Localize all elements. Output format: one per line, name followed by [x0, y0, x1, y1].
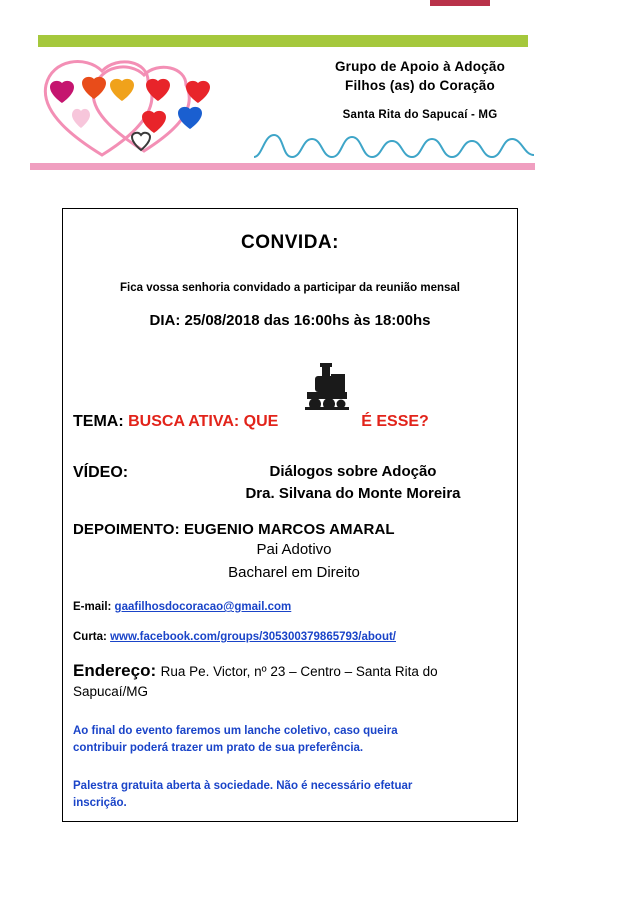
- email-label: E-mail:: [73, 601, 112, 613]
- address-line2: Sapucaí/MG: [73, 684, 149, 699]
- depoimento-row: [73, 521, 509, 584]
- depoimento-role: Pai Adotivo: [256, 541, 332, 558]
- invite-sentence: Fica vossa senhoria convidado a participar da reunião mensal: [119, 282, 460, 294]
- tema-text-3: É ESSE?: [361, 413, 429, 430]
- facebook-link[interactable]: www.facebook.com/groups/305300379865793/about/: [110, 631, 396, 643]
- convida-title: CONVIDA:: [241, 232, 339, 253]
- video-label: VÍDEO:: [73, 464, 129, 481]
- page-top-mark: [430, 0, 490, 6]
- video-details: [198, 461, 508, 505]
- tema-text-1: BUSCA ATIVA:: [128, 413, 240, 430]
- contact-block: [73, 601, 509, 661]
- video-title: Diálogos sobre Adoção: [269, 463, 437, 480]
- note-free-line2: inscrição.: [73, 797, 127, 809]
- tema-text-2: QUE: [243, 413, 279, 430]
- facebook-row: [73, 631, 509, 643]
- notes-block: [73, 723, 493, 812]
- wave-decoration: [252, 121, 537, 163]
- curta-label: Curta:: [73, 631, 107, 643]
- depoimento-name: EUGENIO MARCOS AMARAL: [183, 521, 395, 538]
- org-identity: [310, 57, 530, 121]
- org-name-line1: Grupo de Apoio à Adoção: [334, 59, 506, 74]
- steam-train-icon: [301, 361, 351, 413]
- org-city: Santa Rita do Sapucaí - MG: [342, 109, 498, 121]
- green-rule: [38, 35, 528, 47]
- tema-label: TEMA:: [73, 413, 124, 430]
- org-name-line2: Filhos (as) do Coração: [345, 78, 495, 93]
- address-block: [73, 661, 499, 702]
- note-food-line1: Ao final do evento faremos um lanche coletivo, caso queira: [73, 725, 398, 737]
- depoimento-degree: Bacharel em Direito: [228, 564, 360, 581]
- email-row: [73, 601, 509, 613]
- address-label: Endereço:: [73, 661, 157, 680]
- pink-rule: [30, 163, 535, 170]
- address-line1: Rua Pe. Victor, nº 23 – Centro – Santa Rita do: [160, 664, 438, 679]
- video-speaker: Dra. Silvana do Monte Moreira: [245, 485, 461, 502]
- depoimento-heading: [73, 521, 509, 538]
- hearts-logo: [30, 51, 280, 163]
- event-date: DIA: 25/08/2018 das 16:00hs às 18:00hs: [149, 312, 431, 329]
- tema-row: [73, 413, 509, 431]
- note-free-line1: Palestra gratuita aberta à sociedade. Não é necessário efetuar: [73, 780, 413, 792]
- depoimento-label: DEPOIMENTO:: [73, 521, 180, 538]
- letterhead: [30, 35, 530, 175]
- email-link[interactable]: gaafilhosdocoracao@gmail.com: [114, 601, 292, 613]
- flyer-body: [62, 208, 518, 822]
- note-food-line2: contribuir poderá trazer um prato de sua preferência.: [73, 742, 364, 754]
